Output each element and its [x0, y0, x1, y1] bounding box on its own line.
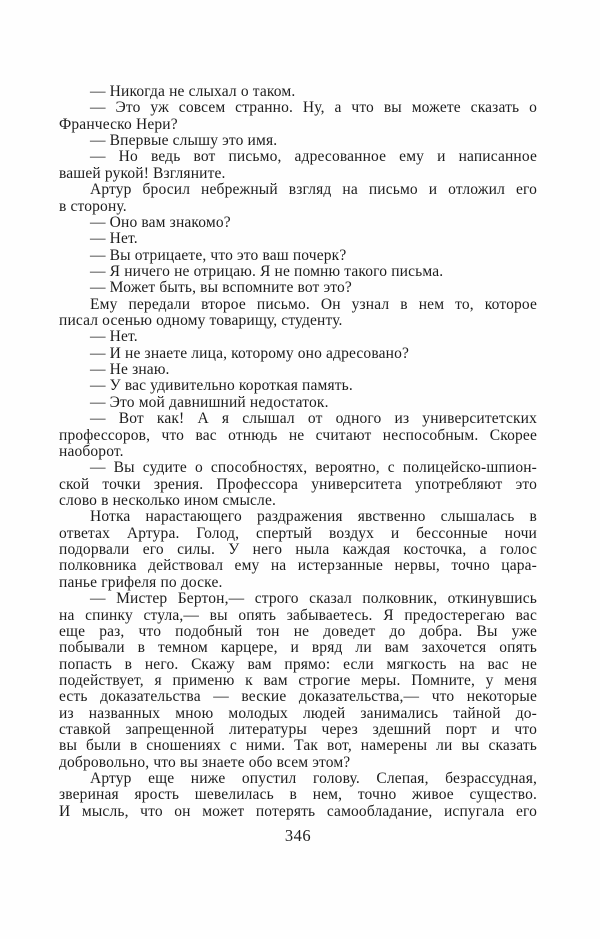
text-line: попасть в него. Скажу вам прямо: если мягкость на вас не — [59, 655, 537, 673]
text-line: — Вот как! А я слышал от одного из университетских — [90, 410, 537, 428]
text-line: — Впервые слышу это имя. — [90, 132, 278, 150]
text-line: ответах Артура. Голод, спертый воздух и бессонные ночи — [59, 524, 537, 542]
text-line: вы были в сношениях с ними. Так вот, намерены ли вы сказать — [59, 737, 537, 755]
text-line: — Нет. — [90, 230, 138, 248]
text-line: добровольно, что вы знаете обо всем этом? — [59, 753, 351, 771]
text-line: — Нет. — [90, 328, 138, 346]
text-line: на спинку стула,— вы опять забываетесь. Я предостерегаю вас — [59, 606, 537, 624]
text-line: профессоров, что вас отнюдь не считают неспособным. Скорее — [59, 426, 537, 444]
text-line: — Не знаю. — [90, 361, 170, 379]
text-line: есть доказательства — веские доказательства,— что некоторые — [59, 688, 537, 706]
text-line: звериная ярость шевелилась в нем, точно живое существо. — [59, 786, 537, 804]
text-line: Нотка нарастающего раздражения явственно слышалась в — [90, 508, 537, 526]
text-line: из названных мною молодых людей занимались тайной до- — [59, 704, 537, 722]
text-line: — Оно вам знакомо? — [90, 213, 231, 231]
text-line: писал осенью одному товарищу, студенту. — [59, 312, 343, 330]
text-line: Артур бросил небрежный взгляд на письмо и отложил его — [90, 181, 537, 199]
text-line: — Это мой давнишний недостаток. — [90, 393, 329, 411]
text-line: Ему передали второе письмо. Он узнал в нем то, которое — [90, 295, 537, 313]
text-line: — У вас удивительно короткая память. — [90, 377, 353, 395]
text-line: — Мистер Бертон,— строго сказал полковник, откинувшись — [90, 590, 537, 608]
text-line: побывали в темном карцере, и вряд ли вам захочется опять — [59, 639, 537, 657]
text-line: — Я ничего не отрицаю. Я не помню такого письма. — [90, 262, 444, 280]
text-line: вашей рукой! Взгляните. — [59, 164, 226, 182]
text-line: — Никогда не слыхал о таком. — [90, 83, 296, 100]
text-line: — Может быть, вы вспомните вот это? — [90, 279, 352, 297]
text-line: ской точки зрения. Профессора университета употребляют это — [59, 475, 537, 493]
text-line: слово в несколько ином смысле. — [59, 491, 276, 509]
text-line: — И не знаете лица, которому оно адресовано? — [90, 344, 409, 362]
text-line: в сторону. — [59, 197, 127, 215]
text-line: — Но ведь вот письмо, адресованное ему и написанное — [90, 148, 537, 166]
text-line: И мысль, что он может потерять самообладание, испугала его — [59, 802, 537, 820]
text-line: еще раз, что подобный тон не доведет до добра. Вы уже — [59, 622, 537, 640]
text-line: полковника действовал ему на истерзанные нервы, точно цара- — [59, 557, 537, 575]
text-line: Франческо Нери? — [59, 115, 178, 133]
page-number: 346 — [284, 826, 312, 845]
text-line: Артур еще ниже опустил голову. Слепая, безрассудная, — [90, 770, 537, 788]
text-line: ставкой запрещенной литературы через здешний порт и что — [59, 721, 537, 739]
page-text — [59, 84, 537, 820]
text-line: — Вы отрицаете, что это ваш почерк? — [90, 246, 347, 264]
text-line: подействует, я применю к вам строгие меры. Помните, у меня — [59, 671, 537, 689]
text-line: — Это уж совсем странно. Ну, а что вы можете сказать о — [90, 99, 537, 117]
text-line: наоборот. — [59, 442, 124, 460]
text-line: — Вы судите о способностях, вероятно, с полицейско-шпион- — [90, 459, 537, 477]
text-line: панье грифеля по доске. — [59, 573, 223, 591]
text-line: подорвали его силы. У него ныла каждая косточка, а голос — [59, 541, 537, 559]
